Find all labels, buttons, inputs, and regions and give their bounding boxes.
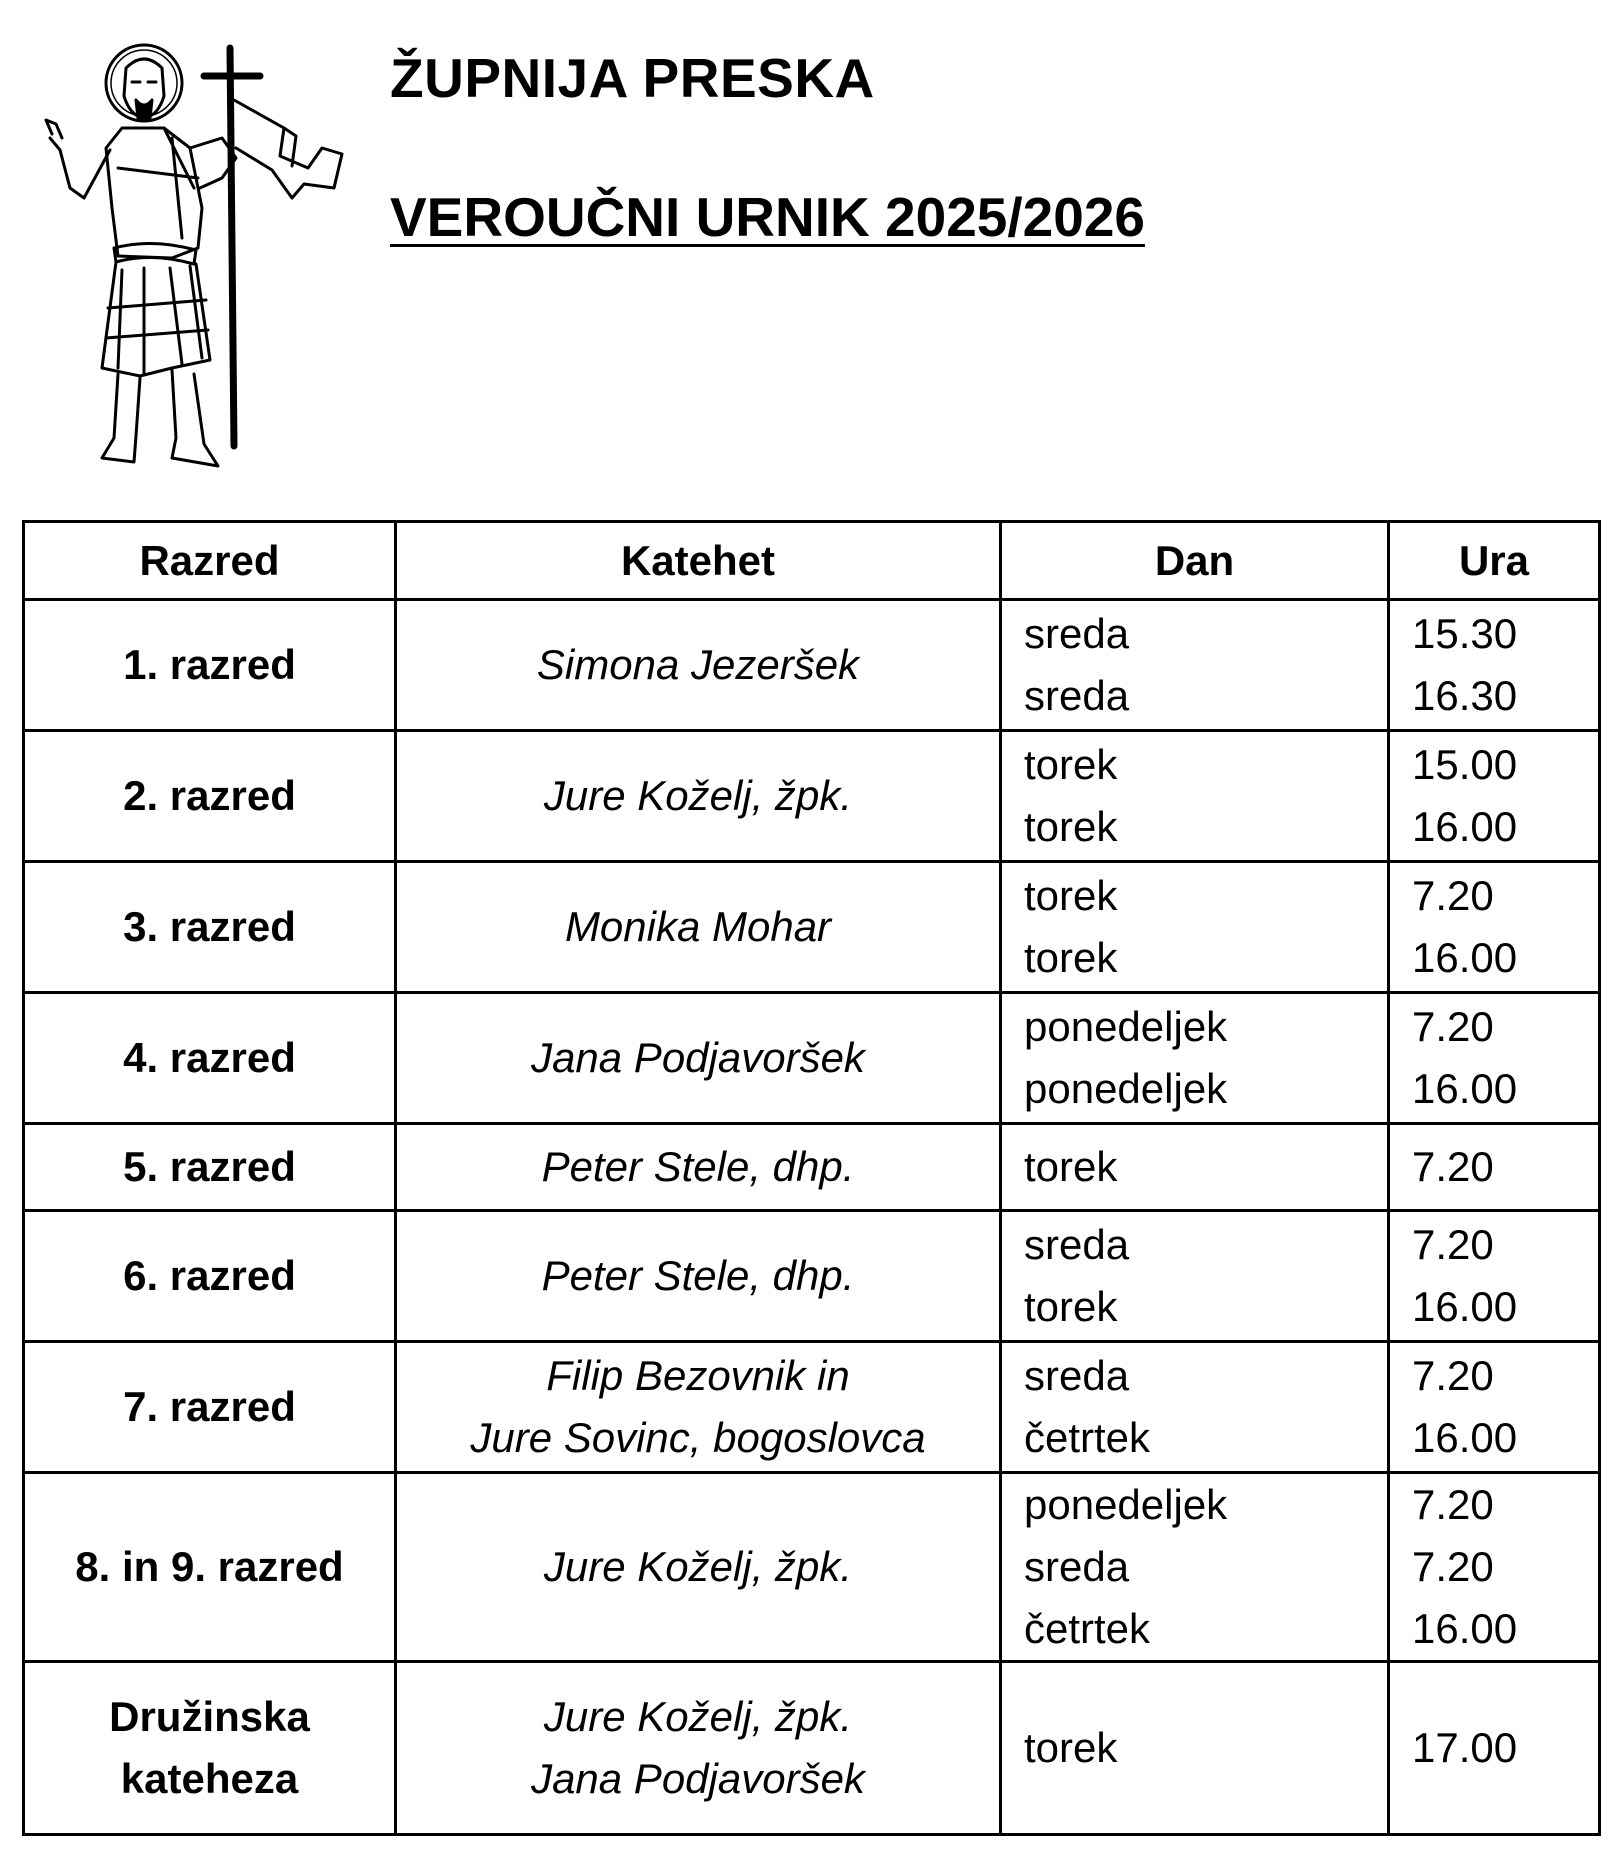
dan-text: sreda	[1024, 1221, 1130, 1268]
katehet-text: Jure Koželj, žpk.	[543, 772, 853, 819]
dan-text: torek	[1024, 803, 1118, 850]
dan-text: sreda	[1024, 1543, 1130, 1590]
table-row	[24, 862, 1600, 993]
ura-text: 7.20	[1412, 1143, 1494, 1190]
dan-cell	[1001, 1342, 1389, 1473]
razred-cell	[24, 1342, 396, 1473]
dan-text: ponedeljek	[1024, 1003, 1228, 1050]
schedule-table	[22, 520, 1601, 1836]
ura-text: 7.20	[1412, 1003, 1494, 1050]
ura-text: 15.00	[1412, 741, 1518, 788]
dan-text: torek	[1024, 934, 1118, 981]
razred-cell	[24, 1662, 396, 1835]
dan-text: sreda	[1024, 1352, 1130, 1399]
dan-text: torek	[1024, 1283, 1118, 1330]
ura-text: 16.00	[1412, 934, 1518, 981]
schedule-title: VEROUČNI URNIK 2025/2026	[390, 186, 1146, 248]
dan-cell	[1001, 1211, 1389, 1342]
table-row	[24, 731, 1600, 862]
katehet-cell	[396, 1124, 1001, 1211]
dan-text: torek	[1024, 872, 1118, 919]
dan-text: sreda	[1024, 610, 1130, 657]
table-header-row	[24, 522, 1600, 600]
razred-cell	[24, 1211, 396, 1342]
ura-text: 7.20	[1412, 1221, 1494, 1268]
katehet-cell	[396, 1662, 1001, 1835]
dan-text: torek	[1024, 741, 1118, 788]
razred-text: 6. razred	[123, 1252, 296, 1299]
razred-text: 1. razred	[123, 641, 296, 688]
razred-text: 2. razred	[123, 772, 296, 819]
razred-text: 5. razred	[123, 1143, 296, 1190]
ura-cell	[1389, 993, 1600, 1124]
razred-text: Družinska	[109, 1693, 310, 1740]
razred-cell	[24, 1473, 396, 1662]
razred-cell	[24, 1124, 396, 1211]
dan-cell	[1001, 1124, 1389, 1211]
dan-cell	[1001, 993, 1389, 1124]
dan-text: ponedeljek	[1024, 1481, 1228, 1528]
katehet-cell	[396, 1473, 1001, 1662]
table-row	[24, 1473, 1600, 1662]
katehet-cell	[396, 731, 1001, 862]
dan-text: torek	[1024, 1143, 1118, 1190]
table-row	[24, 1342, 1600, 1473]
dan-text: četrtek	[1024, 1605, 1151, 1652]
dan-text: sreda	[1024, 672, 1130, 719]
dan-cell	[1001, 600, 1389, 731]
ura-cell	[1389, 1662, 1600, 1835]
column-header-dan: Dan	[1001, 522, 1389, 600]
ura-text: 16.00	[1412, 1414, 1518, 1461]
table-row	[24, 1662, 1600, 1835]
katehet-text: Filip Bezovnik in	[546, 1352, 850, 1399]
katehet-text: Jana Podjavoršek	[531, 1034, 865, 1081]
razred-text: 7. razred	[123, 1383, 296, 1430]
table-row	[24, 1211, 1600, 1342]
katehet-cell	[396, 993, 1001, 1124]
dan-cell	[1001, 731, 1389, 862]
razred-text: 8. in 9. razred	[75, 1543, 344, 1590]
dan-cell	[1001, 862, 1389, 993]
ura-text: 16.30	[1412, 672, 1518, 719]
dan-text: ponedeljek	[1024, 1065, 1228, 1112]
katehet-cell	[396, 1342, 1001, 1473]
ura-text: 16.00	[1412, 803, 1518, 850]
ura-text: 16.00	[1412, 1283, 1518, 1330]
ura-text: 7.20	[1412, 1352, 1494, 1399]
ura-text: 16.00	[1412, 1605, 1518, 1652]
ura-cell	[1389, 1124, 1600, 1211]
razred-text: kateheza	[120, 1755, 299, 1802]
katehet-text: Peter Stele, dhp.	[541, 1252, 855, 1299]
dan-text: torek	[1024, 1724, 1118, 1771]
saint-with-cross-icon	[22, 38, 352, 478]
razred-text: 3. razred	[123, 903, 296, 950]
katehet-text: Simona Jezeršek	[536, 641, 860, 688]
razred-cell	[24, 993, 396, 1124]
ura-text: 15.30	[1412, 610, 1518, 657]
razred-text: 4. razred	[123, 1034, 296, 1081]
katehet-text: Jure Sovinc, bogoslovca	[470, 1414, 926, 1461]
dan-cell	[1001, 1662, 1389, 1835]
katehet-cell	[396, 1211, 1001, 1342]
katehet-cell	[396, 600, 1001, 731]
katehet-text: Jure Koželj, žpk.	[543, 1543, 853, 1590]
column-header-razred: Razred	[24, 522, 396, 600]
column-header-ura: Ura	[1389, 522, 1600, 600]
ura-cell	[1389, 1211, 1600, 1342]
ura-text: 16.00	[1412, 1065, 1518, 1112]
razred-cell	[24, 600, 396, 731]
katehet-text: Jure Koželj, žpk.	[543, 1693, 853, 1740]
ura-cell	[1389, 1342, 1600, 1473]
dan-cell	[1001, 1473, 1389, 1662]
katehet-cell	[396, 862, 1001, 993]
dan-text: četrtek	[1024, 1414, 1151, 1461]
ura-text: 7.20	[1412, 1543, 1494, 1590]
ura-cell	[1389, 600, 1600, 731]
ura-text: 7.20	[1412, 872, 1494, 919]
razred-cell	[24, 731, 396, 862]
ura-cell	[1389, 862, 1600, 993]
ura-cell	[1389, 731, 1600, 862]
parish-title: ŽUPNIJA PRESKA	[390, 47, 875, 109]
table-row	[24, 1124, 1600, 1211]
ura-text: 7.20	[1412, 1481, 1494, 1528]
katehet-text: Jana Podjavoršek	[531, 1755, 865, 1802]
table-row	[24, 600, 1600, 731]
table-row	[24, 993, 1600, 1124]
katehet-text: Monika Mohar	[564, 903, 832, 950]
ura-text: 17.00	[1412, 1724, 1518, 1771]
katehet-text: Peter Stele, dhp.	[541, 1143, 855, 1190]
razred-cell	[24, 862, 396, 993]
column-header-katehet: Katehet	[396, 522, 1001, 600]
ura-cell	[1389, 1473, 1600, 1662]
